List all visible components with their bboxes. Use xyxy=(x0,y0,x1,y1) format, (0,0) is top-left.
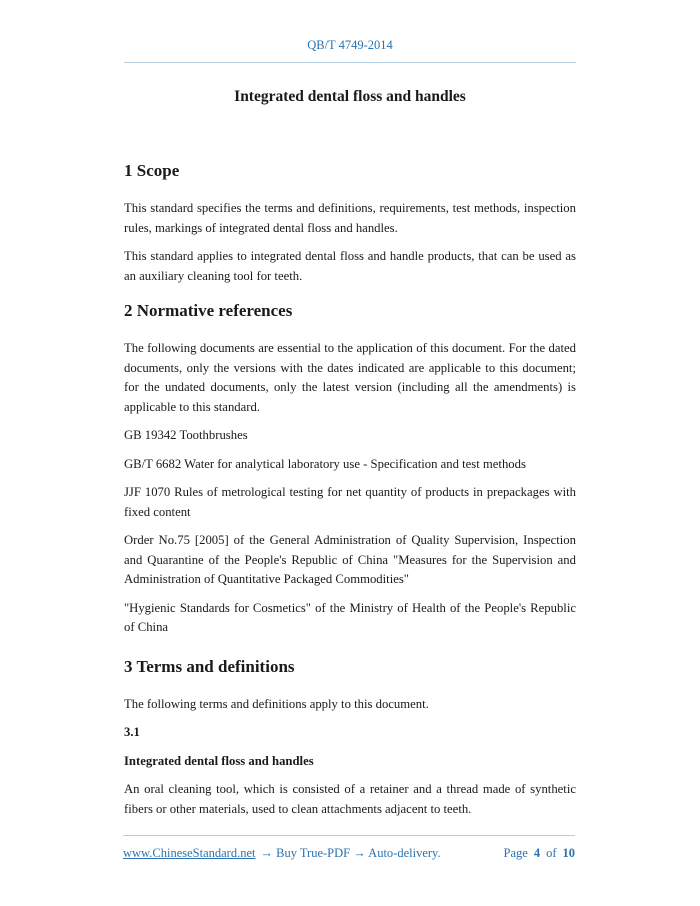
term-name: Integrated dental floss and handles xyxy=(124,753,314,768)
term-definition: An oral cleaning tool, which is consisted of a retainer and a thread made of synthetic fibers or other materials, used to clean attachments adjacent to teeth. xyxy=(124,782,576,816)
header-divider xyxy=(124,62,576,63)
page-indicator xyxy=(504,846,575,861)
standard-code: QB/T 4749-2014 xyxy=(307,38,393,52)
normative-references-intro: The following documents are essential to the application of this document. For the dated documents, only the versions with the dates indicated are applicable to this document; for the undated documents, only the latest version (including all the amendments) is applicable to this standard. xyxy=(124,341,576,414)
scope-paragraph-2: This standard applies to integrated dental floss and handle products, that can be used as an auxiliary cleaning tool for teeth. xyxy=(124,249,576,283)
section-heading-normative-references: 2 Normative references xyxy=(124,301,293,320)
footer-left xyxy=(123,846,441,861)
of-label: of xyxy=(546,846,557,860)
page-label: Page xyxy=(503,846,528,860)
section-heading-scope: 1 Scope xyxy=(124,161,180,180)
document-title: Integrated dental floss and handles xyxy=(234,88,466,105)
document-body xyxy=(0,160,700,819)
reference-item: GB 19342 Toothbrushes xyxy=(124,428,248,442)
page-number: 4 xyxy=(533,846,541,860)
page-footer xyxy=(123,835,575,861)
reference-item: JJF 1070 Rules of metrological testing for net quantity of products in prepackages with fixed content xyxy=(124,485,576,519)
reference-item: "Hygienic Standards for Cosmetics" of the Ministry of Health of the People's Republic of China xyxy=(124,600,576,634)
reference-item: GB/T 6682 Water for analytical laboratory use - Specification and test methods xyxy=(124,456,526,471)
total-pages: 10 xyxy=(562,846,575,860)
section-heading-terms: 3 Terms and definitions xyxy=(124,656,295,676)
scope-paragraph-1: This standard specifies the terms and definitions, requirements, test methods, inspection rules, markings of integrated dental floss and handles. xyxy=(124,201,576,235)
terms-intro: The following terms and definitions apply to this document. xyxy=(124,696,429,711)
footer-tagline: → Buy True-PDF → Auto-delivery. xyxy=(260,846,441,860)
reference-item: Order No.75 [2005] of the General Administration of Quality Supervision, Inspection and Quarantine of the People's Republic of China "Measures for the Supervision and Administration of Quantitative Packaged Commodities" xyxy=(124,533,576,586)
term-number: 3.1 xyxy=(124,725,140,739)
footer-link[interactable]: www.ChineseStandard.net xyxy=(123,846,256,860)
